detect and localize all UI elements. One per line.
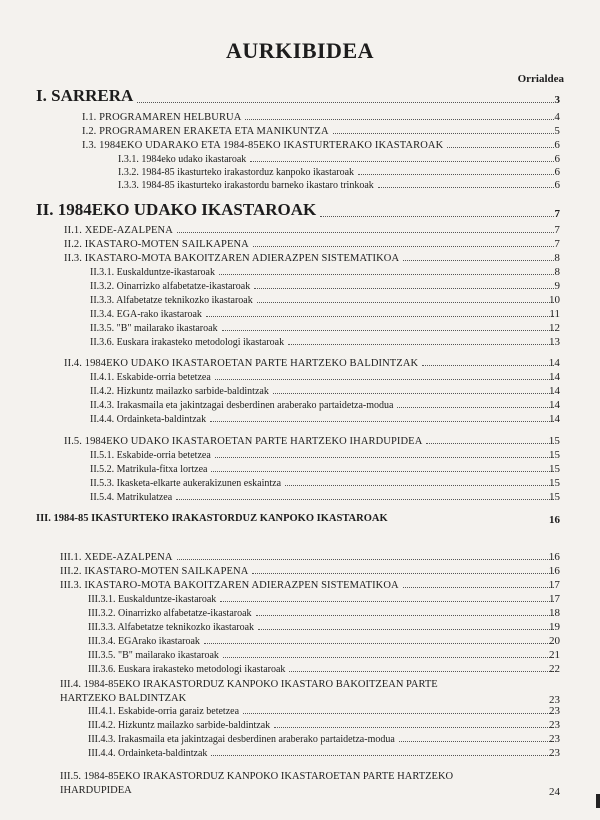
toc-entry[interactable] xyxy=(64,225,600,236)
toc-entry-page: 6 xyxy=(554,179,560,191)
toc-entry[interactable] xyxy=(90,267,600,278)
toc-entry-text: II.5.2. Matrikula-fitxa lortzea xyxy=(90,464,208,475)
toc-entry-page: 22 xyxy=(549,663,560,675)
toc-entry[interactable] xyxy=(90,400,600,411)
toc-entry-page: 14 xyxy=(549,413,560,425)
toc-entry[interactable] xyxy=(88,664,600,675)
toc-entry-text: II.4.2. Hizkuntz mailazko sarbide-baldintzak xyxy=(90,386,269,397)
toc-entry-page: 4 xyxy=(554,111,560,123)
toc-entry-page: 5 xyxy=(554,125,560,137)
toc-entry-page: 7 xyxy=(554,238,560,250)
toc-entry[interactable] xyxy=(90,478,600,489)
toc-entry-page: 21 xyxy=(549,649,560,661)
toc-entry[interactable] xyxy=(118,180,600,191)
toc-entry-text: I.3.2. 1984-85 ikasturteko irakastorduz kanpoko ikastaroak xyxy=(118,167,355,178)
toc-entry-page: 6 xyxy=(554,153,560,165)
toc-entry-text: III. 1984-85 IKASTURTEKO IRAKASTORDUZ KANPOKO IKASTAROAK xyxy=(36,513,388,524)
page-edge-mark xyxy=(596,794,600,808)
toc-entry-page: 10 xyxy=(549,294,560,306)
toc-entry[interactable] xyxy=(64,436,600,447)
toc-entry-section[interactable] xyxy=(36,200,600,220)
toc-entry[interactable] xyxy=(60,566,600,577)
toc-entry-page: 23 xyxy=(549,733,560,745)
toc-entry-page: 14 xyxy=(549,399,560,411)
toc-entry-page: 6 xyxy=(554,139,560,151)
toc-entry-text: I.3.1. 1984eko udako ikastaroak xyxy=(118,154,247,165)
toc-entry-page: 20 xyxy=(549,635,560,647)
toc-entry-text: III.5. 1984-85EKO IRAKASTORDUZ KANPOKO IKASTAROETAN PARTE HARTZEKO IHARDUPIDEA xyxy=(60,771,454,796)
toc-entry-page: 15 xyxy=(548,435,560,447)
toc-entry-page: 15 xyxy=(549,449,560,461)
toc-entry-text: III.3. IKASTARO-MOTA BAKOITZAREN ADIERAZPEN SISTEMATIKOA xyxy=(60,580,399,591)
toc-entry-page: 23 xyxy=(549,747,560,759)
toc-entry-text: II.5.4. Matrikulatzea xyxy=(90,492,173,503)
toc-entry-text: III.3.2. Oinarrizko alfabetatze-ikastaroak xyxy=(88,608,252,619)
toc-entry-text: II.3.2. Oinarrizko alfabetatze-ikastaroak xyxy=(90,281,251,292)
toc-entry-page: 13 xyxy=(549,336,560,348)
toc-entry-page: 17 xyxy=(548,579,560,591)
toc-entry-text: II.4.1. Eskabide-orria betetzea xyxy=(90,372,211,383)
toc-entry[interactable] xyxy=(88,720,600,731)
toc-entry[interactable] xyxy=(64,239,600,250)
page-title: AURKIBIDEA xyxy=(225,38,375,63)
toc-entry-page: 14 xyxy=(548,357,560,369)
toc-entry-text: II.2. IKASTARO-MOTEN SAILKAPENA xyxy=(64,239,249,250)
toc-entry-page: 18 xyxy=(549,607,560,619)
toc-entry-text: III.3.4. EGArako ikastaroak xyxy=(88,636,200,647)
toc-entry-page: 17 xyxy=(549,593,560,605)
toc-entry-text: III.4.1. Eskabide-orria garaiz betetzea xyxy=(88,706,240,717)
toc-entry[interactable] xyxy=(88,594,600,605)
toc-entry-text: III.4.3. Irakasmaila eta jakintzagai desberdinen araberako partaidetza-modua xyxy=(88,734,395,745)
toc-entry-page: 16 xyxy=(548,565,560,577)
toc-entry-text: II.3.3. Alfabetatze teknikozko ikastaroak xyxy=(90,295,253,306)
toc-entry[interactable] xyxy=(60,580,600,591)
toc-entry-page: 9 xyxy=(554,280,560,292)
toc-entry-page: 23 xyxy=(549,705,560,717)
toc-entry-page: 14 xyxy=(549,385,560,397)
toc-entry[interactable] xyxy=(90,295,600,306)
toc-entry[interactable] xyxy=(90,323,600,334)
toc-entry-text: III.1. XEDE-AZALPENA xyxy=(60,552,173,563)
toc-entry[interactable] xyxy=(90,450,600,461)
toc-entry[interactable] xyxy=(118,154,600,165)
toc-entry-page: 8 xyxy=(554,266,560,278)
page-column-label: Orrialdea xyxy=(517,73,564,85)
toc-entry[interactable] xyxy=(88,636,600,647)
toc-entry-page: 6 xyxy=(554,166,560,178)
toc-entry-text: II.4. 1984EKO UDAKO IKASTAROETAN PARTE HARTZEKO BALDINTZAK xyxy=(64,358,419,369)
toc-entry-section[interactable] xyxy=(36,86,600,106)
toc-entry[interactable] xyxy=(118,167,600,178)
toc-entry-text: II.1. XEDE-AZALPENA xyxy=(64,225,173,236)
toc-entry-page: 12 xyxy=(549,322,560,334)
toc-entry[interactable] xyxy=(90,386,600,397)
toc-entry-page: 7 xyxy=(554,224,560,236)
toc-entry[interactable] xyxy=(64,358,600,369)
toc-entry-page: 23 xyxy=(549,719,560,731)
toc-entry-text: III.3.1. Euskalduntze-ikastaroak xyxy=(88,594,217,605)
toc-entry[interactable] xyxy=(90,414,600,425)
toc-entry[interactable] xyxy=(90,337,600,348)
toc-entry-page: 14 xyxy=(549,371,560,383)
toc-entry[interactable] xyxy=(88,650,600,661)
toc-entry-text: I. SARRERA xyxy=(36,86,134,105)
toc-entry-text: III.4.2. Hizkuntz mailazko sarbide-baldintzak xyxy=(88,720,271,731)
toc-entry-text: I.3. 1984EKO UDARAKO ETA 1984-85EKO IKASTURTERAKO IKASTAROAK xyxy=(82,140,444,151)
toc-entry-page: 23 xyxy=(549,694,560,706)
toc-entry[interactable] xyxy=(60,678,600,706)
toc-entry-text: II.5.3. Ikasketa-elkarte aukerakizunen eskaintza xyxy=(90,478,282,489)
toc-entry-text: II.3.6. Euskara irakasteko metodologi ikastaroak xyxy=(90,337,285,348)
toc-entry[interactable] xyxy=(60,770,600,798)
toc-entry-page: 3 xyxy=(554,94,560,106)
toc-entry-text: III.4.4. Ordainketa-baldintzak xyxy=(88,748,208,759)
toc-entry-text: III.3.5. "B" mailarako ikastaroak xyxy=(88,650,219,661)
toc-entry-text: II.3. IKASTARO-MOTA BAKOITZAREN ADIERAZPEN SISTEMATIKOA xyxy=(64,253,400,264)
toc-entry-page: 15 xyxy=(549,463,560,475)
toc-entry[interactable] xyxy=(90,281,600,292)
toc-entry-text: III.3.3. Alfabetatze teknikozko ikastaroak xyxy=(88,622,255,633)
toc-entry-section[interactable] xyxy=(36,512,600,526)
toc-entry[interactable] xyxy=(82,112,600,123)
toc-entry-page: 16 xyxy=(549,514,560,526)
toc-entry-text: II.5.1. Eskabide-orria betetzea xyxy=(90,450,211,461)
toc-entry-page: 15 xyxy=(549,477,560,489)
toc-entry[interactable] xyxy=(90,372,600,383)
toc-entry[interactable] xyxy=(88,608,600,619)
toc-entry[interactable] xyxy=(88,706,600,717)
toc-entry-text: II.3.4. EGA-rako ikastaroak xyxy=(90,309,202,320)
toc-entry[interactable] xyxy=(90,492,600,503)
toc-entry-text: I.1. PROGRAMAREN HELBURUA xyxy=(82,112,242,123)
toc-entry[interactable] xyxy=(64,253,600,264)
toc-entry-text: II.3.5. "B" mailarako ikastaroak xyxy=(90,323,218,334)
toc-entry[interactable] xyxy=(90,464,600,475)
toc-entry-page: 16 xyxy=(548,551,560,563)
toc-entry-text: III.2. IKASTARO-MOTEN SAILKAPENA xyxy=(60,566,249,577)
toc-entry-page: 7 xyxy=(554,208,560,220)
toc-entry[interactable] xyxy=(88,748,600,759)
toc-entry-text: II. 1984EKO UDAKO IKASTAROAK xyxy=(36,200,317,219)
toc-entry[interactable] xyxy=(90,309,600,320)
toc-entry[interactable] xyxy=(82,126,600,137)
toc-entry-text: II.4.3. Irakasmaila eta jakintzagai desberdinen araberako partaidetza-modua xyxy=(90,400,394,411)
toc-entry-page: 8 xyxy=(554,252,560,264)
toc-entry-text: II.4.4. Ordainketa-baldintzak xyxy=(90,414,207,425)
toc-entry-text: II.3.1. Euskalduntze-ikastaroak xyxy=(90,267,215,278)
toc-entry[interactable] xyxy=(88,622,600,633)
toc-entry-page: 19 xyxy=(549,621,560,633)
toc-entry-page: 15 xyxy=(549,491,560,503)
toc-entry-text: III.4. 1984-85EKO IRAKASTORDUZ KANPOKO IKASTARO BAKOITZEAN PARTE HARTZEKO BALDINTZAK xyxy=(60,679,438,704)
toc-entry-text: II.5. 1984EKO UDAKO IKASTAROETAN PARTE HARTZEKO IHARDUPIDEA xyxy=(64,436,423,447)
toc-entry-text: I.3.3. 1984-85 ikasturteko irakastordu barneko ikastaro trinkoak xyxy=(118,180,374,191)
toc-entry-page: 24 xyxy=(549,786,560,798)
toc-entry-text: I.2. PROGRAMAREN ERAKETA ETA MANIKUNTZA xyxy=(82,126,329,137)
toc-entry-page: 11 xyxy=(549,308,560,320)
toc-entry[interactable] xyxy=(88,734,600,745)
toc-entry-text: III.3.6. Euskara irakasteko metodologi ikastaroak xyxy=(88,664,286,675)
toc-entry[interactable] xyxy=(60,552,600,563)
toc-entry[interactable] xyxy=(82,140,600,151)
